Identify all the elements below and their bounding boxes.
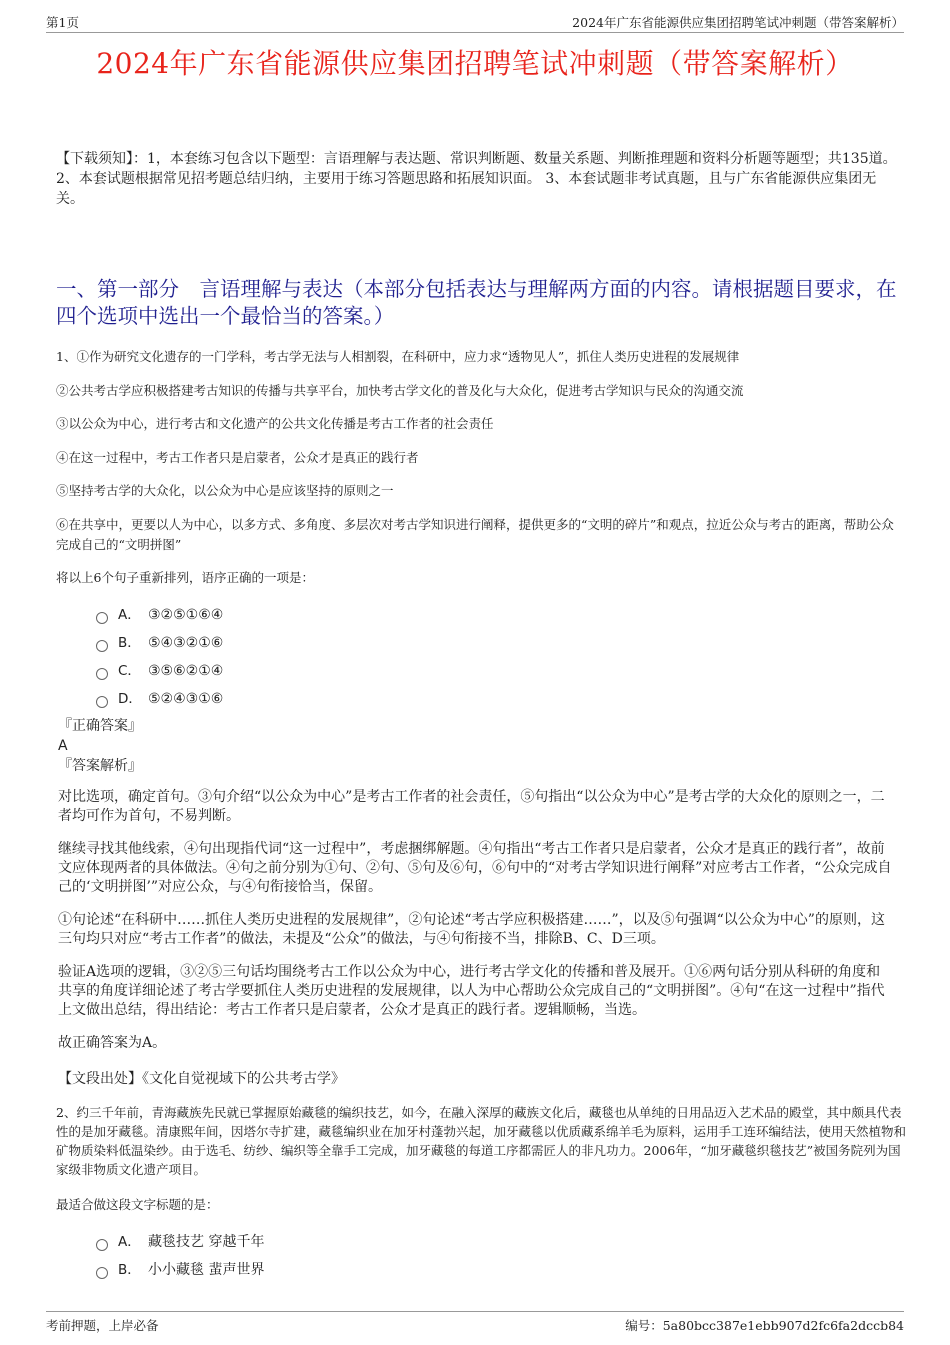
q1-option-d[interactable] xyxy=(96,685,223,713)
analysis-paragraph: 验证A选项的逻辑，③②⑤三句话均围绕考古工作以公众为中心，进行考古学文化的传播和普及展开。①⑥两句话分别从科研的角度和共享的角度详细论述了考古学要抓住人类历史进程的发展规律，以人为中心帮助公众完成自己的“文明拼图”。④句“在这一过程中”指代上文做出总结，得出结论：考古工作者只是启蒙者，公众才是真正的践行者。逻辑顺畅，当选。 xyxy=(58,964,885,1018)
q1-option-c[interactable] xyxy=(96,657,223,685)
q1-option-a[interactable] xyxy=(96,601,223,629)
q1-sentence-6: ⑥在共享中，更要以人为中心，以多方式、多角度、多层次对考古学知识进行阐释，提供更多的“文明的碎片”和观点，拉近公众与考古的距离，帮助公众完成自己的“文明拼图” xyxy=(56,516,894,552)
header-doc-title: 2024年广东省能源供应集团招聘笔试冲刺题（带答案解析） xyxy=(572,15,904,30)
radio-icon[interactable] xyxy=(96,696,108,708)
q1-prompt: 将以上6个句子重新排列，语序正确的一项是： xyxy=(56,570,314,585)
q1-options xyxy=(96,601,223,713)
q2-option-a[interactable] xyxy=(96,1228,264,1256)
question-2 xyxy=(56,1103,906,1230)
option-text: ③②⑤①⑥④ xyxy=(148,607,224,623)
analysis-paragraph: 继续寻找其他线索，④句出现指代词“这一过程中”，考虑捆绑解题。④句指出“考古工作者只是启蒙者，公众才是真正的践行者”，故前文应体现两者的具体做法。④句之前分别为①句、②句、⑤句及⑥句，⑥句中的“对考古学知识进行阐释”对应考古工作者，“公众完成自己的‘文明拼图’”对应公众，与④句衔接恰当，保留。 xyxy=(58,841,892,895)
radio-icon[interactable] xyxy=(96,1239,108,1251)
option-letter: D． xyxy=(118,691,142,707)
question-1 xyxy=(56,347,906,602)
section-title: 一、第一部分 言语理解与表达（本部分包括表达与理解两方面的内容。请根据题目要求，在四个选项中选出一个最恰当的答案。） xyxy=(56,277,897,328)
q1-sentence-1: 1、①作为研究文化遗存的一门学科，考古学无法与人相割裂，在科研中，应力求“透物见人”，抓住人类历史进程的发展规律 xyxy=(56,349,740,364)
radio-icon[interactable] xyxy=(96,668,108,680)
q1-sentence-5: ⑤坚持考古学的大众化，以公众为中心是应该坚持的原则之一 xyxy=(56,483,394,498)
q1-sentence-4: ④在这一过程中，考古工作者只是启蒙者，公众才是真正的践行者 xyxy=(56,449,419,465)
page-footer xyxy=(46,1311,904,1333)
option-text: 藏毯技艺 穿越千年 xyxy=(148,1234,265,1250)
page-number: 第1页 xyxy=(46,15,79,30)
option-text: ③⑤⑥②①④ xyxy=(148,663,224,679)
page-header xyxy=(46,10,904,33)
q2-option-b[interactable] xyxy=(96,1256,264,1284)
analysis-paragraph: 故正确答案为A。 xyxy=(58,1035,167,1051)
radio-icon[interactable] xyxy=(96,640,108,652)
option-letter: A． xyxy=(118,1234,141,1250)
q2-stem: 2、约三千年前，青海藏族先民就已掌握原始藏毯的编织技艺，如今，在融入深厚的藏族文化后，藏毯也从单纯的日用品迈入艺术品的殿堂，其中颇具代表性的是加牙藏毯。清康熙年间，因塔尔寺扩建，藏毯编织业在加牙村蓬勃兴起，加牙藏毯以优质藏系绵羊毛为原料，运用手工连环编结法，使用天然植物和矿物质染料低温染纱。由于选毛、纺纱、编织等全靠手工完成，加牙藏毯的每道工序都需匠人的非凡功力。2006年，“加牙藏毯织毯技艺”被国务院列为国家级非物质文化遗产项目。 xyxy=(56,1105,907,1177)
option-letter: A． xyxy=(118,607,141,623)
option-letter: B． xyxy=(118,635,141,651)
q2-prompt: 最适合做这段文字标题的是： xyxy=(56,1197,219,1212)
q1-option-b[interactable] xyxy=(96,629,223,657)
analysis-paragraph: ①句论述“在科研中……抓住人类历史进程的发展规律”，②句论述“考古学应积极搭建……”，以及⑤句强调“以公众为中心”的原则，这三句均只对应“考古工作者”的做法，未提及“公众”的做法，与④句衔接不当，排除B、C、D三项。 xyxy=(58,912,885,947)
option-text: ⑤②④③①⑥ xyxy=(148,691,224,707)
q1-analysis xyxy=(58,788,894,1067)
footer-doc-id: 编号：5a80bcc387e1ebb907d2fc6fa2dccb84 xyxy=(625,1318,904,1333)
radio-icon[interactable] xyxy=(96,1267,108,1279)
radio-icon[interactable] xyxy=(96,612,108,624)
q2-options xyxy=(96,1228,264,1284)
analysis-label: 『答案解析』 xyxy=(58,758,142,774)
option-letter: B． xyxy=(118,1262,141,1278)
analysis-paragraph: 对比选项，确定首句。③句介绍“以公众为中心”是考古工作者的社会责任，⑤句指出“以公众为中心”是考古学的大众化的原则之一，二者均可作为首句，不易判断。 xyxy=(58,789,885,824)
option-text: ⑤④③②①⑥ xyxy=(148,635,224,651)
answer-value: A xyxy=(58,738,68,754)
q1-sentence-2: ②公共考古学应积极搭建考古知识的传播与共享平台，加快考古学文化的普及化与大众化，促进考古学知识与民众的沟通交流 xyxy=(56,382,744,398)
q1-sentence-3: ③以公众为中心，进行考古和文化遗产的公共文化传播是考古工作者的社会责任 xyxy=(56,416,494,431)
page-title: 2024年广东省能源供应集团招聘笔试冲刺题（带答案解析） xyxy=(96,47,854,80)
option-text: 小小藏毯 蜚声世界 xyxy=(148,1262,265,1278)
answer-label: 『正确答案』 xyxy=(58,718,142,734)
q1-answer-block xyxy=(58,716,142,776)
download-notice: 【下载须知】：1，本套练习包含以下题型：言语理解与表达题、常识判断题、数量关系题、判断推理题和资料分析题等题型；共135道。 2、本套试题根据常见招考题总结归纳，主要用于练习答题思路和拓展知识面。 3、本套试题非考试真题，且与广东省能源供应集团无关。 xyxy=(56,151,897,207)
option-letter: C． xyxy=(118,663,141,679)
footer-slogan: 考前押题，上岸必备 xyxy=(46,1318,159,1333)
q1-source: 【文段出处】《文化自觉视域下的公共考古学》 xyxy=(58,1071,345,1087)
